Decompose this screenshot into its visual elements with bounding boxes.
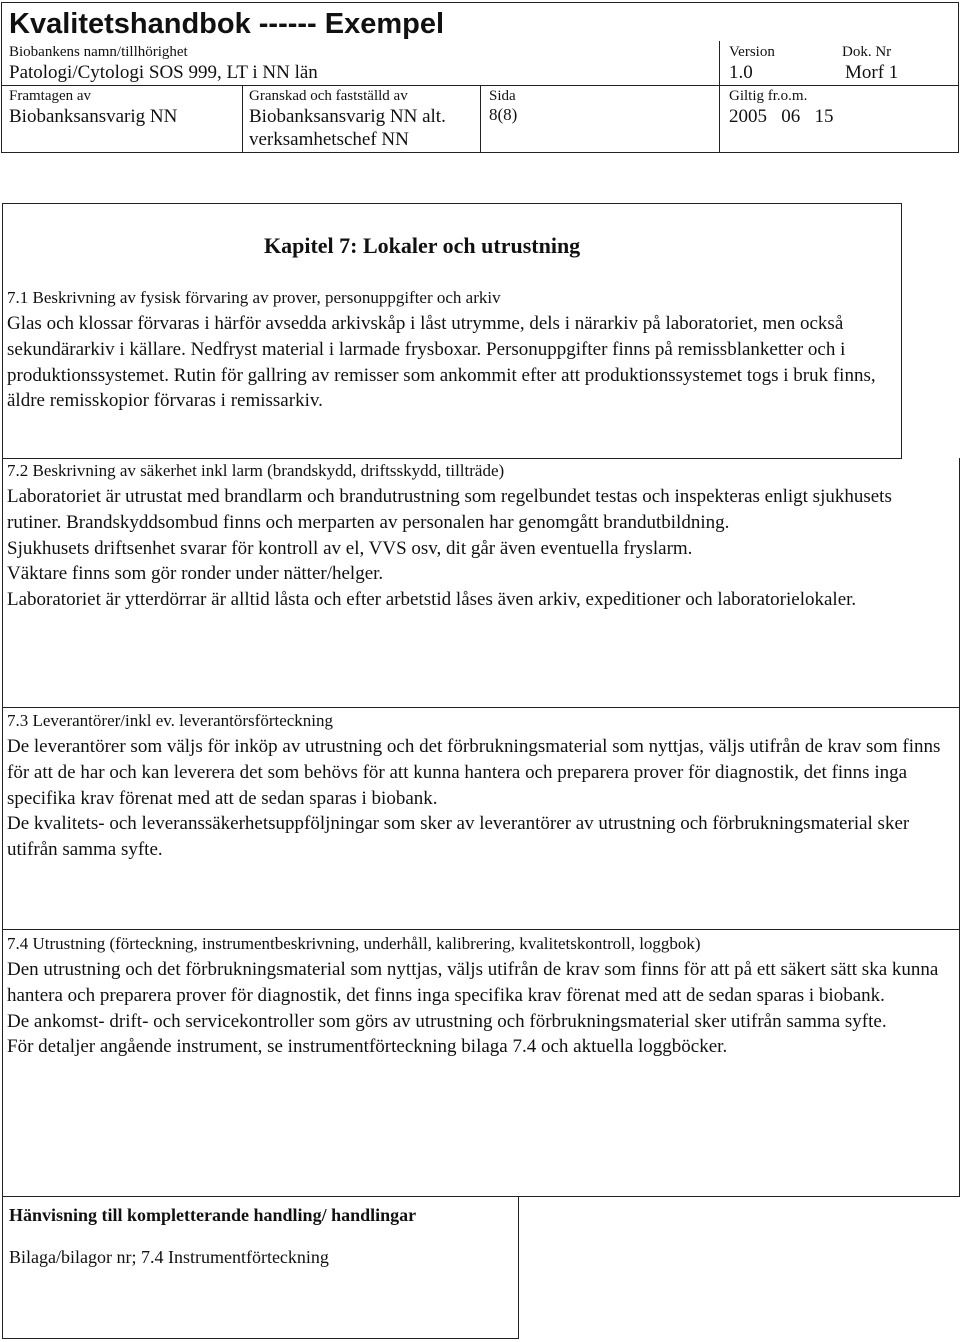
section-paragraph: Laboratoriet är utrustat med brandlarm och brandutrustning som regelbundet testas och inspekteras enligt sjukhusets rutiner. Brandskyddsombud finns och merparten av personalen har genomgått brandutbildning. bbox=[7, 486, 892, 533]
author-value: Biobanksansvarig NN bbox=[9, 106, 178, 127]
author-label: Framtagen av bbox=[9, 88, 92, 104]
document-header bbox=[1, 2, 959, 153]
reference-box bbox=[2, 1196, 519, 1339]
section-7-1 bbox=[7, 285, 897, 414]
section-paragraph: För detaljer angående instrument, se instrumentförteckning bilaga 7.4 och aktuella loggböcker. bbox=[7, 1036, 728, 1058]
reviewer-label: Granskad och fastställd av bbox=[249, 88, 408, 104]
page-value: 8(8) bbox=[489, 105, 518, 124]
document-number-value: Morf 1 bbox=[845, 62, 899, 83]
section-7-2 bbox=[7, 458, 947, 613]
version-value: 1.0 bbox=[729, 62, 753, 83]
reference-heading: Hänvisning till kompletterande handling/ handlingar bbox=[9, 1205, 417, 1225]
page-label: Sida bbox=[489, 88, 516, 104]
section-paragraph: Sjukhusets driftsenhet svarar för kontroll av el, VVS osv, dit går även eventuella fryslarm. bbox=[7, 537, 693, 559]
version-label: Version bbox=[729, 44, 775, 60]
valid-from-label: Giltig fr.o.m. bbox=[729, 88, 808, 104]
section-paragraph: Väktare finns som gör ronder under nätter/helger. bbox=[7, 563, 384, 585]
section-7-3 bbox=[7, 708, 947, 863]
section-paragraph: De kvalitets- och leveranssäkerhetsuppföljningar som sker av leverantörer av utrustning och förbrukningsmaterial sker utifrån samma syfte. bbox=[7, 813, 910, 861]
valid-from-value: 2005 06 15 bbox=[729, 106, 834, 127]
chapter-title: Kapitel 7: Lokaler och utrustning bbox=[264, 233, 581, 258]
header-divider bbox=[719, 41, 720, 152]
section-heading: 7.4 Utrustning (förteckning, instrumentbeskrivning, underhåll, kalibrering, kvalitetskontroll, loggbok) bbox=[7, 934, 701, 953]
section-7-4 bbox=[7, 931, 947, 1060]
reviewer-value-line-2: verksamhetschef NN bbox=[249, 129, 409, 150]
section-paragraph: Laboratoriet är ytterdörrar är alltid låsta och efter arbetstid låses även arkiv, expeditioner och laboratorielokaler. bbox=[7, 589, 857, 611]
org-value: Patologi/Cytologi SOS 999, LT i NN län bbox=[9, 62, 318, 83]
document-title: Kvalitetshandbok ------ Exempel bbox=[9, 8, 445, 40]
section-heading: 7.1 Beskrivning av fysisk förvaring av prover, personuppgifter och arkiv bbox=[7, 288, 501, 307]
section-heading: 7.3 Leverantörer/inkl ev. leverantörsförteckning bbox=[7, 711, 334, 730]
header-divider bbox=[480, 85, 481, 152]
section-paragraph: De ankomst- drift- och servicekontroller som görs av utrustning och förbrukningsmaterial sker utifrån samma syfte. bbox=[7, 1010, 887, 1032]
section-paragraph: Glas och klossar förvaras i härför avsedda arkivskåp i låst utrymme, dels i närarkiv på laboratoriet, men också sekundärarkiv i källare. Nedfryst material i larmade frysboxar. Personuppgifter finns på remissblanketter och i produktionssystemet. Rutin för gallring av remisser som ankommit efter att produktionssystemet togs i bruk finns, äldre remisskopior förvaras i remissarkiv. bbox=[7, 313, 876, 412]
section-paragraph: Den utrustning och det förbrukningsmaterial som nyttjas, väljs utifrån de krav som finns för att på ett säkert sätt ska kunna hantera och preparera prover för diagnostik, det finns inga specifika krav förenat med att de sedan sparas i biobank. bbox=[7, 959, 939, 1006]
header-divider bbox=[242, 85, 243, 152]
org-label: Biobankens namn/tillhörighet bbox=[9, 44, 188, 60]
section-paragraph: De leverantörer som väljs för inköp av utrustning och det förbrukningsmaterial som nyttjas, väljs utifrån de krav som finns för att de har och kan leverera det som behövs för att kunna hantera och preparera prover för diagnostik, det finns inga specifika krav förenat med att de sedan sparas i biobank. bbox=[7, 736, 941, 809]
section-heading: 7.2 Beskrivning av säkerhet inkl larm (brandskydd, driftsskydd, tillträde) bbox=[7, 461, 505, 480]
reviewer-value: Biobanksansvarig NN alt. bbox=[249, 106, 446, 127]
reference-text: Bilaga/bilagor nr; 7.4 Instrumentförteckning bbox=[9, 1247, 329, 1267]
document-number-label: Dok. Nr bbox=[842, 44, 892, 60]
